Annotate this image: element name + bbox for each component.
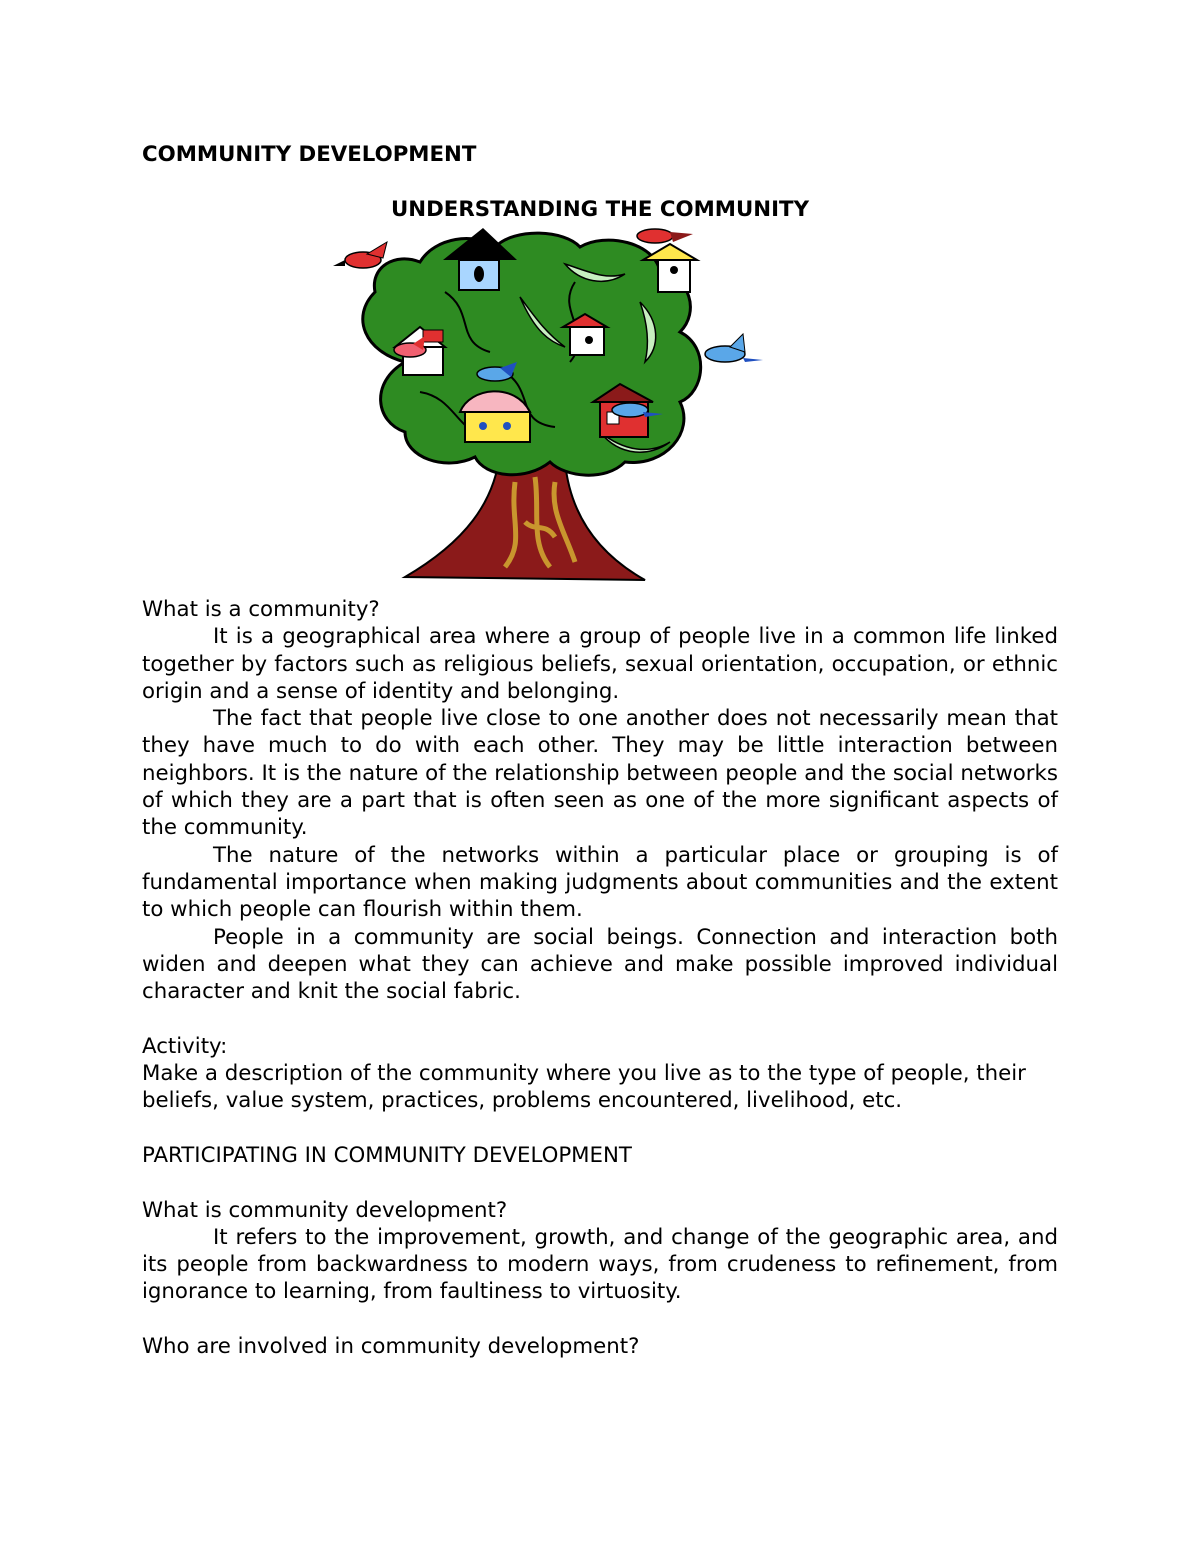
bird-blue-right bbox=[705, 334, 763, 362]
paragraph: The nature of the networks within a particular place or grouping is of fundamental importance when making judgments about communities and the extent to which people can flourish within them. bbox=[142, 842, 1058, 923]
paragraph: The fact that people live close to one another does not necessarily mean that they have much to do with each other. They may be little interaction between neighbors. It is the nature of the relationship between people and the social networks of which they are a part that is often seen as one of the more significant aspects of the community. bbox=[142, 706, 1058, 841]
question-what-is-development: What is community development? bbox=[142, 1197, 508, 1223]
activity-text: Make a description of the community where you live as to the type of people, their beliefs, value system, practices, problems encountered, livelihood, etc. bbox=[142, 1061, 1026, 1114]
section-heading: PARTICIPATING IN COMMUNITY DEVELOPMENT bbox=[142, 1142, 632, 1168]
paragraph: It is a geographical area where a group of people live in a common life linked together by factors such as religious beliefs, sexual orientation, occupation, or ethnic origin and a sense of identity and belonging. bbox=[142, 624, 1058, 704]
bird-red-top bbox=[637, 229, 693, 243]
question-who-involved: Who are involved in community development? bbox=[142, 1334, 640, 1360]
birdhouse-pink bbox=[460, 391, 530, 442]
community-tree-illustration bbox=[325, 222, 770, 587]
paragraph: People in a community are social beings. Connection and interaction both widen and deepen what they can achieve and make possible improved individual character and knit the social fabric. bbox=[142, 924, 1058, 1005]
document-body bbox=[142, 596, 1058, 1360]
activity-label: Activity: bbox=[142, 1033, 228, 1059]
bird-red-left bbox=[333, 242, 387, 268]
paragraph: It refers to the improvement, growth, and change of the geographic area, and its people from backwardness to modern ways, from crudeness to refinement, from ignorance to learning, from faultiness to virtuosity. bbox=[142, 1224, 1058, 1305]
document-title: COMMUNITY DEVELOPMENT bbox=[142, 142, 477, 167]
question-what-is-community: What is a community? bbox=[142, 597, 380, 622]
section-title: UNDERSTANDING THE COMMUNITY bbox=[390, 197, 809, 222]
